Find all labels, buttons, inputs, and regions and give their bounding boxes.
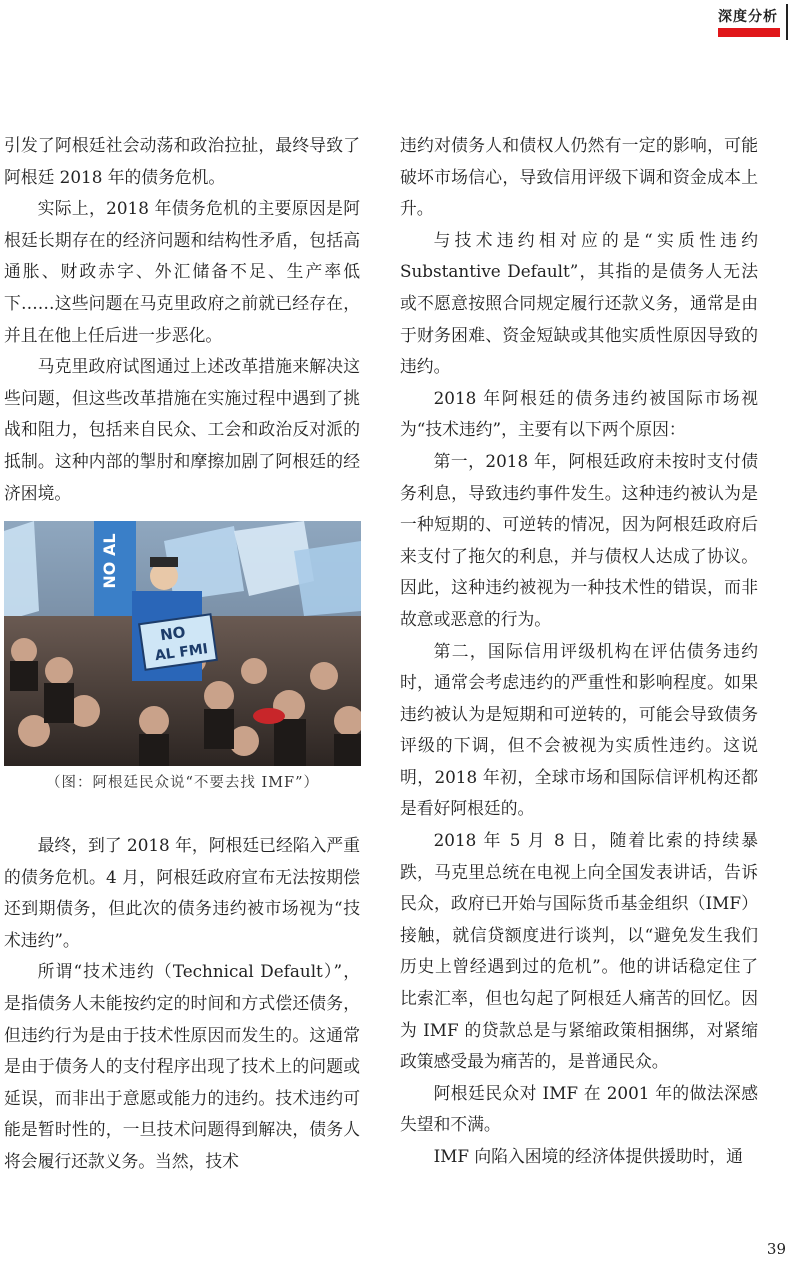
paragraph: 第一，2018 年，阿根廷政府未按时支付债务利息，导致违约事件发生。这种违约被认为是一种短期的、可逆转的情况，因为阿根廷政府后来支付了拖欠的利息，并与债权人达成了协议。因此，这种违约被视为一种技术性的错误，而非故意或恶意的行为。 xyxy=(400,450,758,629)
paragraph: 与技术违约相对应的是“实质性违约 Substantive Default”，其指的是债务人无法或不愿意按照合同规定履行还款义务，通常是由于财务困难、资金短缺或其他实质性原因导致的违约。 xyxy=(400,229,758,377)
page-number: 39 xyxy=(766,1240,786,1258)
protest-photo-illustration xyxy=(4,521,361,766)
left-column-lower xyxy=(4,830,360,1178)
paragraph: 阿根廷民众对 IMF 在 2001 年的做法深感失望和不满。 xyxy=(400,1082,758,1135)
header-divider xyxy=(786,4,788,40)
protest-photo xyxy=(4,521,361,766)
paragraph: 实际上，2018 年债务危机的主要原因是阿根廷长期存在的经济问题和结构性矛盾，包括高通胀、财政赤字、外汇储备不足、生产率低下……这些问题在马克里政府之前就已经存在，并且在他上任后进一步恶化。 xyxy=(4,198,360,345)
photo-caption: （图：阿根廷民众说“不要去找 IMF”） xyxy=(45,775,320,791)
paragraph: 第二，国际信用评级机构在评估债务违约时，通常会考虑违约的严重性和影响程度。如果违约被认为是短期和可逆转的，可能会导致债务评级的下调，但不会被视为实质性违约。这说明，2018 年初，全球市场和国际信评机构还都是看好阿根廷的。 xyxy=(400,640,758,819)
section-header xyxy=(708,4,788,38)
sign-text-line2: AL FMI xyxy=(153,640,210,665)
paragraph: IMF 向陷入困境的经济体提供援助时，通 xyxy=(433,1146,743,1166)
paragraph: 最终，到了 2018 年，阿根廷已经陷入严重的债务危机。4 月，阿根廷政府宣布无法按期偿还到期债务，但此次的债务违约被市场视为“技术违约”。 xyxy=(4,835,360,950)
paragraph: 引发了阿根廷社会动荡和政治拉扯，最终导致了阿根廷 2018 年的债务危机。 xyxy=(4,135,360,187)
sign-text-line1: NO xyxy=(159,622,187,645)
paragraph: 2018 年阿根廷的债务违约被国际市场视为“技术违约”，主要有以下两个原因： xyxy=(400,387,758,440)
paragraph: 马克里政府试图通过上述改革措施来解决这些问题，但这些改革措施在实施过程中遇到了挑战和阻力，包括来自民众、工会和政治反对派的抵制。这种内部的掣肘和摩擦加剧了阿根廷的经济困境。 xyxy=(4,356,360,503)
section-accent-bar xyxy=(718,28,780,37)
paragraph: 违约对债务人和债权人仍然有一定的影响，可能破坏市场信心，导致信用评级下调和资金成本上升。 xyxy=(400,135,758,219)
left-column-upper xyxy=(4,130,360,509)
banner-text: NO AL xyxy=(100,533,119,589)
paragraph: 2018 年 5 月 8 日，随着比索的持续暴跌，马克里总统在电视上向全国发表讲话，告诉民众，政府已开始与国际货币基金组织（IMF）接触，就信贷额度进行谈判，以“避免发生我们历史上曾经遇到过的危机”。他的讲话稳定住了比索汇率，但也勾起了阿根廷人痛苦的回忆。因为 IMF 的贷款总是与紧缩政策相捆绑，对紧缩政策感受最为痛苦的，是普通民众。 xyxy=(400,830,758,1072)
paragraph: 所谓“技术违约（Technical Default）”，是指债务人未能按约定的时间和方式偿还债务，但违约行为是由于技术性原因而发生的。这通常是由于债务人的支付程序出现了技术上的问题或延误，而非出于意愿或能力的违约。技术违约可能是暂时性的，一旦技术问题得到解决，债务人将会履行还款义务。当然，技术 xyxy=(4,961,360,1171)
section-title: 深度分析 xyxy=(718,9,778,25)
right-column xyxy=(400,130,758,1173)
